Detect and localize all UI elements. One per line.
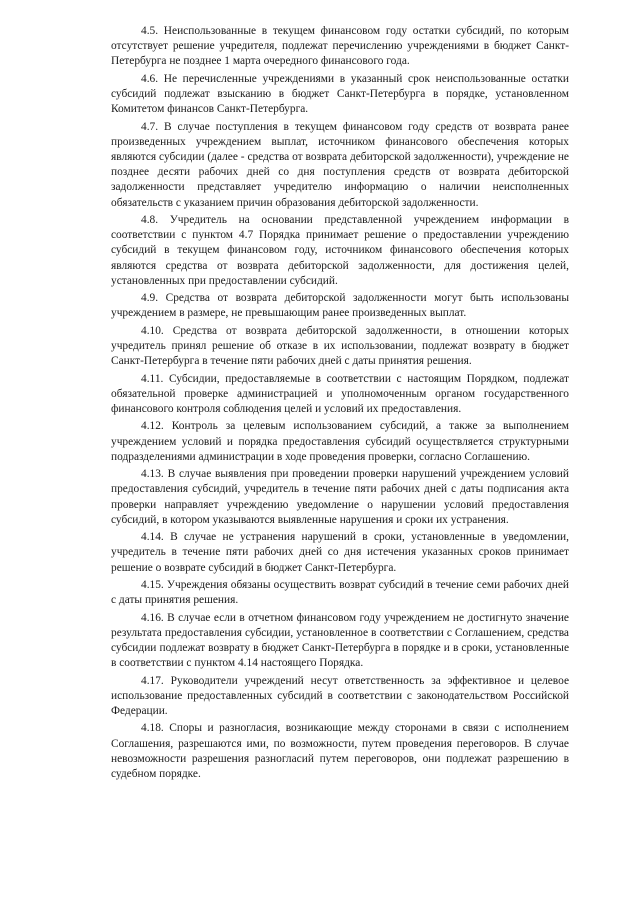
paragraph-4-7: 4.7. В случае поступления в текущем финансовом году средств от возврата ранее произведенных учреждением выплат, источником финансового обеспечения которых являются субсидии (далее - средства от возврата дебиторской задолженности), учреждение не позднее десяти рабочих дней со дня поступления средств от возврата дебиторской задолженности представляет учредителю информацию о наличии неисполненных обязательств с указанием причин образования дебиторской задолженности. <box>111 120 569 209</box>
paragraph-4-12: 4.12. Контроль за целевым использованием субсидий, а также за выполнением учреждением условий и порядка предоставления субсидий осуществляется структурными подразделениями администрации в ходе проведения проверки, согласно Соглашению. <box>111 420 569 463</box>
paragraph-4-15: 4.15. Учреждения обязаны осуществить возврат субсидий в течение семи рабочих дней с даты принятия решения. <box>111 578 569 607</box>
paragraph-4-16: 4.16. В случае если в отчетном финансовом году учреждением не достигнуто значение результата предоставления субсидии, установленное в соответствии с Соглашением, средства субсидии подлежат возврату в бюджет Санкт-Петербурга в порядке и в сроки, установленные в соответствии с пунктом 4.14 настоящего Порядка. <box>111 611 569 670</box>
paragraph-4-18: 4.18. Споры и разногласия, возникающие между сторонами в связи с исполнением Соглашения, разрешаются ими, по возможности, путем проведения переговоров. В случае невозможности разрешения разногласий путем переговоров, они подлежат разрешению в судебном порядке. <box>111 722 569 780</box>
paragraph-4-17: 4.17. Руководители учреждений несут ответственность за эффективное и целевое использование предоставленных субсидий в соответствии с законодательством Российской Федерации. <box>111 674 569 717</box>
paragraph-4-13: 4.13. В случае выявления при проведении проверки нарушений учреждением условий предоставления субсидий, учредитель в течение пяти рабочих дней с даты подписания акта проверки направляет учреждению уведомление о нарушении условий предоставления субсидий, в котором указываются выявленные нарушения и сроки их устранения. <box>111 468 569 526</box>
paragraph-4-9: 4.9. Средства от возврата дебиторской задолженности могут быть использованы учреждением в размере, не превышающим ранее произведенных выплат. <box>111 292 569 320</box>
document-page <box>111 24 569 784</box>
paragraph-4-10: 4.10. Средства от возврата дебиторской задолженности, в отношении которых учредитель принял решение об отказе в их использовании, подлежат возврату в бюджет Санкт-Петербурга в течение пяти рабочих дней с даты принятия решения. <box>111 324 569 368</box>
paragraph-4-14: 4.14. В случае не устранения нарушений в сроки, установленные в уведомлении, учредитель в течение пяти рабочих дней со дня истечения указанных сроков принимает решение о возврате субсидий в бюджет Санкт-Петербурга. <box>111 531 569 574</box>
paragraph-4-11: 4.11. Субсидии, предоставляемые в соответствии с настоящим Порядком, подлежат обязательной проверке администрацией и уполномоченным органом государственного финансового контроля соблюдения целей и условий их предоставления. <box>111 372 569 415</box>
paragraph-4-6: 4.6. Не перечисленные учреждениями в указанный срок неиспользованные остатки субсидий подлежат взысканию в бюджет Санкт-Петербурга в порядке, установленном Комитетом финансов Санкт-Петербурга. <box>111 72 569 116</box>
paragraph-4-8: 4.8. Учредитель на основании представленной учреждением информации в соответствии с пунктом 4.7 Порядка принимает решение о предоставлении учреждению субсидий в текущем финансовом году, источником финансового обеспечения которых являются средства от возврата дебиторской задолженности, для достижения целей, установленных при предоставлении субсидий. <box>111 214 569 287</box>
paragraph-4-5: 4.5. Неиспользованные в текущем финансовом году остатки субсидий, по которым отсутствует решение учредителя, подлежат перечислению учреждениями в бюджет Санкт-Петербурга не позднее 1 марта очередного финансового года. <box>111 25 569 68</box>
